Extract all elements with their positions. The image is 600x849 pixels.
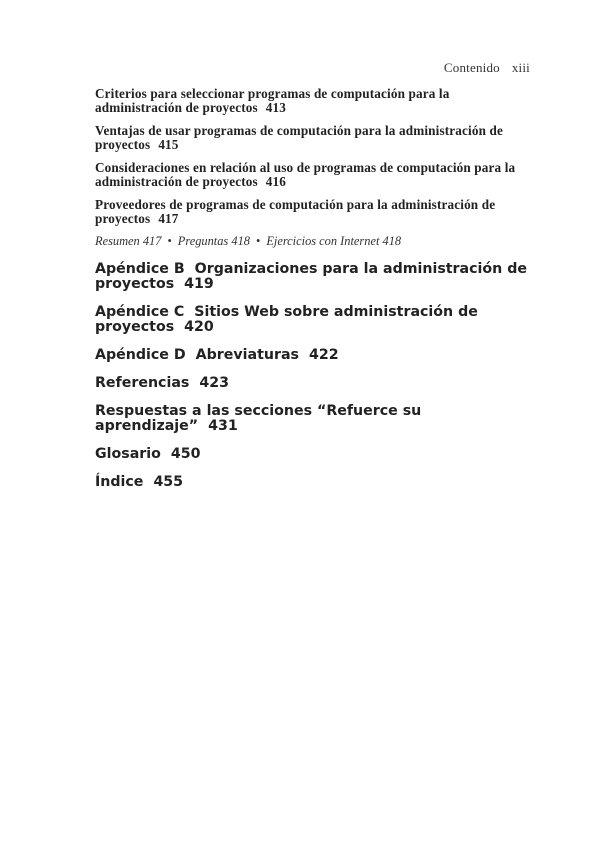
toc-entry-title: Glosario [95, 446, 161, 462]
toc-entry [95, 305, 545, 335]
toc-entry-page: 431 [208, 418, 238, 434]
toc-entry-page: 416 [265, 174, 287, 189]
toc-entry [95, 198, 525, 226]
toc-entry-title: Consideraciones en relación al uso de programas de computación para la administración de proyectos [95, 160, 516, 189]
appendix-label: Apéndice C [95, 304, 185, 320]
chapter-subentries [95, 87, 525, 248]
toc-entry-title: Abreviaturas [195, 347, 299, 363]
toc-entry-title: Proveedores de programas de computación para la administración de proyectos [95, 197, 496, 226]
toc-entry-page: 450 [170, 446, 201, 462]
bullet-separator: • [255, 234, 261, 248]
toc-entry-title: Respuestas a las secciones “Refuerce su aprendizaje” [95, 403, 422, 434]
toc-entry-title: Índice [95, 474, 144, 490]
toc-entry [95, 262, 545, 292]
appendix-entries [95, 262, 545, 503]
page-number: xiii [511, 60, 530, 75]
toc-entry-title: Sitios Web sobre administración de proyectos [95, 304, 478, 335]
summary-label: Preguntas [177, 234, 229, 248]
running-header [444, 60, 530, 76]
appendix-label: Apéndice D [95, 347, 186, 363]
toc-entry [95, 404, 545, 434]
toc-entry [95, 124, 525, 152]
toc-entry-page: 420 [184, 319, 214, 335]
summary-label: Ejercicios con Internet [266, 234, 380, 248]
toc-entry-page: 422 [308, 347, 339, 363]
summary-page: 418 [231, 234, 250, 248]
toc-entry-page: 417 [158, 211, 179, 226]
toc-entry [95, 376, 545, 391]
toc-entry-title: Organizaciones para la administración de proyectos [95, 261, 527, 292]
toc-entry-title: Ventajas de usar programas de computación para la administración de proyectos [95, 123, 504, 152]
toc-entry-page: 455 [153, 474, 184, 490]
appendix-label: Apéndice B [95, 261, 185, 277]
toc-entry-title: Referencias [95, 375, 190, 391]
summary-page: 418 [382, 234, 402, 248]
toc-entry [95, 87, 525, 115]
chapter-summary-line [95, 234, 525, 248]
toc-entry-page: 413 [265, 100, 287, 115]
toc-entry-page: 419 [184, 276, 214, 292]
toc-entry-title: Criterios para seleccionar programas de computación para la administración de proyectos [95, 86, 450, 115]
toc-entry [95, 475, 545, 490]
header-section-title: Contenido [443, 60, 500, 75]
summary-page: 417 [142, 234, 162, 248]
toc-entry [95, 348, 545, 363]
toc-entry [95, 447, 545, 462]
toc-entry-page: 415 [158, 137, 179, 152]
bullet-separator: • [167, 234, 172, 248]
summary-label: Resumen [95, 234, 140, 248]
toc-entry-page: 423 [199, 375, 229, 391]
toc-entry [95, 161, 525, 189]
